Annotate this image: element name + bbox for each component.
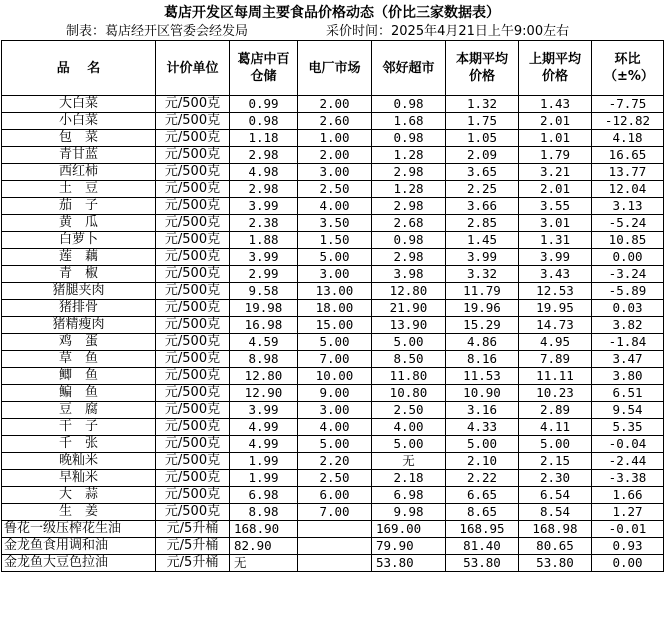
cell-name: 金龙鱼大豆色拉油 <box>2 555 156 572</box>
cell-avg-now: 2.10 <box>446 453 519 470</box>
cell-unit: 元/500克 <box>156 504 230 521</box>
cell-store3: 13.90 <box>372 317 446 334</box>
cell-unit: 元/500克 <box>156 385 230 402</box>
table-row <box>2 215 664 232</box>
cell-store1: 4.99 <box>230 436 298 453</box>
cell-store2: 1.50 <box>298 232 372 249</box>
cell-name: 猪精瘦肉 <box>2 317 156 334</box>
cell-store3: 5.00 <box>372 436 446 453</box>
cell-store1: 3.99 <box>230 249 298 266</box>
cell-store1: 168.90 <box>230 521 298 538</box>
cell-store3: 10.80 <box>372 385 446 402</box>
cell-store1: 2.38 <box>230 215 298 232</box>
cell-store3: 1.28 <box>372 147 446 164</box>
cell-store2: 2.00 <box>298 96 372 113</box>
cell-change: 3.13 <box>592 198 664 215</box>
cell-unit: 元/500克 <box>156 470 230 487</box>
cell-store1: 3.99 <box>230 402 298 419</box>
cell-avg-prev: 2.01 <box>519 113 592 130</box>
cell-store2: 6.00 <box>298 487 372 504</box>
cell-unit: 元/500克 <box>156 334 230 351</box>
cell-change: 0.03 <box>592 300 664 317</box>
cell-name: 早籼米 <box>2 470 156 487</box>
cell-store3: 9.98 <box>372 504 446 521</box>
cell-unit: 元/500克 <box>156 147 230 164</box>
header-store3: 邻好超市 <box>372 41 446 96</box>
cell-avg-prev: 3.99 <box>519 249 592 266</box>
cell-avg-prev: 3.01 <box>519 215 592 232</box>
cell-avg-now: 19.96 <box>446 300 519 317</box>
table-row <box>2 113 664 130</box>
cell-avg-prev: 7.89 <box>519 351 592 368</box>
cell-store2: 2.00 <box>298 147 372 164</box>
oil-row <box>2 555 664 572</box>
cell-store2 <box>298 538 372 555</box>
cell-avg-prev: 14.73 <box>519 317 592 334</box>
cell-name: 鳊 鱼 <box>2 385 156 402</box>
cell-store3: 2.50 <box>372 402 446 419</box>
cell-unit: 元/500克 <box>156 266 230 283</box>
cell-avg-prev: 1.43 <box>519 96 592 113</box>
cell-store1: 无 <box>230 555 298 572</box>
cell-change: 1.66 <box>592 487 664 504</box>
cell-avg-prev: 1.01 <box>519 130 592 147</box>
cell-change: 4.18 <box>592 130 664 147</box>
cell-store1: 1.88 <box>230 232 298 249</box>
cell-change: 0.93 <box>592 538 664 555</box>
cell-unit: 元/500克 <box>156 249 230 266</box>
cell-store2: 15.00 <box>298 317 372 334</box>
cell-name: 豆 腐 <box>2 402 156 419</box>
cell-store1: 2.98 <box>230 147 298 164</box>
cell-avg-prev: 5.00 <box>519 436 592 453</box>
sheet-title: 葛店开发区每周主要食品价格动态（价比三家数据表） <box>164 5 500 21</box>
cell-store3: 12.80 <box>372 283 446 300</box>
cell-store2: 5.00 <box>298 334 372 351</box>
table-row <box>2 368 664 385</box>
cell-store2: 13.00 <box>298 283 372 300</box>
table-row <box>2 334 664 351</box>
cell-store3: 1.28 <box>372 181 446 198</box>
cell-avg-now: 6.65 <box>446 487 519 504</box>
cell-store3: 53.80 <box>372 555 446 572</box>
cell-name: 青 椒 <box>2 266 156 283</box>
cell-avg-prev: 3.21 <box>519 164 592 181</box>
cell-store1: 1.99 <box>230 470 298 487</box>
cell-name: 西红柿 <box>2 164 156 181</box>
cell-change: 0.00 <box>592 249 664 266</box>
maker-text: 制表：葛店经开区管委会经发局 <box>66 24 249 39</box>
table-row <box>2 385 664 402</box>
cell-unit: 元/500克 <box>156 453 230 470</box>
cell-store1: 19.98 <box>230 300 298 317</box>
cell-avg-prev: 2.89 <box>519 402 592 419</box>
cell-avg-now: 4.86 <box>446 334 519 351</box>
cell-avg-prev: 1.31 <box>519 232 592 249</box>
oil-row <box>2 521 664 538</box>
header-unit: 计价单位 <box>156 41 230 96</box>
cell-avg-now: 10.90 <box>446 385 519 402</box>
header-row <box>2 41 664 96</box>
cell-store2: 18.00 <box>298 300 372 317</box>
cell-store2 <box>298 521 372 538</box>
cell-unit: 元/500克 <box>156 198 230 215</box>
table-row <box>2 130 664 147</box>
cell-avg-now: 2.85 <box>446 215 519 232</box>
cell-name: 生 姜 <box>2 504 156 521</box>
cell-store1: 8.98 <box>230 504 298 521</box>
cell-store3: 6.98 <box>372 487 446 504</box>
cell-name: 猪排骨 <box>2 300 156 317</box>
cell-avg-now: 1.05 <box>446 130 519 147</box>
cell-change: 6.51 <box>592 385 664 402</box>
cell-unit: 元/500克 <box>156 436 230 453</box>
table-row <box>2 283 664 300</box>
header-avg-prev: 上期平均价格 <box>519 41 592 96</box>
cell-change: 3.82 <box>592 317 664 334</box>
cell-name: 猪腿夹肉 <box>2 283 156 300</box>
cell-store2: 5.00 <box>298 436 372 453</box>
cell-store1: 3.99 <box>230 198 298 215</box>
cell-avg-now: 2.09 <box>446 147 519 164</box>
cell-name: 黄 瓜 <box>2 215 156 232</box>
table-row <box>2 402 664 419</box>
cell-avg-now: 1.75 <box>446 113 519 130</box>
cell-avg-now: 3.65 <box>446 164 519 181</box>
cell-store2: 2.60 <box>298 113 372 130</box>
cell-change: -2.44 <box>592 453 664 470</box>
cell-avg-prev: 168.98 <box>519 521 592 538</box>
header-name: 品 名 <box>2 41 156 96</box>
cell-change: 1.27 <box>592 504 664 521</box>
cell-avg-prev: 4.11 <box>519 419 592 436</box>
cell-avg-prev: 2.30 <box>519 470 592 487</box>
header-avg-now: 本期平均价格 <box>446 41 519 96</box>
cell-unit: 元/500克 <box>156 351 230 368</box>
cell-avg-now: 11.79 <box>446 283 519 300</box>
table-row <box>2 300 664 317</box>
cell-avg-prev: 2.01 <box>519 181 592 198</box>
table-row <box>2 317 664 334</box>
cell-avg-now: 8.65 <box>446 504 519 521</box>
cell-store1: 0.99 <box>230 96 298 113</box>
cell-unit: 元/500克 <box>156 215 230 232</box>
cell-unit: 元/500克 <box>156 283 230 300</box>
cell-avg-prev: 12.53 <box>519 283 592 300</box>
table-row <box>2 419 664 436</box>
cell-avg-now: 1.45 <box>446 232 519 249</box>
cell-name: 包 菜 <box>2 130 156 147</box>
cell-change: 0.00 <box>592 555 664 572</box>
cell-store1: 82.90 <box>230 538 298 555</box>
cell-store3: 4.00 <box>372 419 446 436</box>
cell-name: 鲁花一级压榨花生油 <box>2 521 156 538</box>
cell-unit: 元/500克 <box>156 402 230 419</box>
cell-store1: 12.80 <box>230 368 298 385</box>
cell-store2: 3.00 <box>298 164 372 181</box>
cell-store1: 9.58 <box>230 283 298 300</box>
table-row <box>2 147 664 164</box>
cell-name: 金龙鱼食用调和油 <box>2 538 156 555</box>
cell-name: 大白菜 <box>2 96 156 113</box>
cell-store3: 2.98 <box>372 249 446 266</box>
cell-avg-now: 1.32 <box>446 96 519 113</box>
cell-unit: 元/500克 <box>156 317 230 334</box>
table-row <box>2 351 664 368</box>
cell-avg-now: 2.25 <box>446 181 519 198</box>
cell-change: -3.24 <box>592 266 664 283</box>
cell-avg-now: 11.53 <box>446 368 519 385</box>
cell-avg-prev: 4.95 <box>519 334 592 351</box>
table-row <box>2 164 664 181</box>
cell-store2: 2.50 <box>298 470 372 487</box>
cell-change: -0.01 <box>592 521 664 538</box>
cell-avg-prev: 11.11 <box>519 368 592 385</box>
header-store1: 葛店中百仓储 <box>230 41 298 96</box>
cell-name: 鲫 鱼 <box>2 368 156 385</box>
cell-unit: 元/5升桶 <box>156 521 230 538</box>
cell-avg-now: 3.99 <box>446 249 519 266</box>
cell-avg-prev: 2.15 <box>519 453 592 470</box>
cell-store2: 2.20 <box>298 453 372 470</box>
cell-name: 晚籼米 <box>2 453 156 470</box>
cell-avg-now: 15.29 <box>446 317 519 334</box>
cell-avg-now: 4.33 <box>446 419 519 436</box>
cell-unit: 元/500克 <box>156 300 230 317</box>
cell-store3: 8.50 <box>372 351 446 368</box>
cell-name: 小白菜 <box>2 113 156 130</box>
cell-name: 茄 子 <box>2 198 156 215</box>
cell-store2 <box>298 555 372 572</box>
cell-unit: 元/500克 <box>156 164 230 181</box>
cell-unit: 元/500克 <box>156 113 230 130</box>
cell-change: 10.85 <box>592 232 664 249</box>
cell-store3: 无 <box>372 453 446 470</box>
cell-store2: 9.00 <box>298 385 372 402</box>
cell-name: 白萝卜 <box>2 232 156 249</box>
cell-avg-prev: 8.54 <box>519 504 592 521</box>
cell-name: 鸡 蛋 <box>2 334 156 351</box>
cell-unit: 元/500克 <box>156 181 230 198</box>
cell-store2: 1.00 <box>298 130 372 147</box>
table-row <box>2 232 664 249</box>
cell-name: 大 蒜 <box>2 487 156 504</box>
header-change: 环比（±%） <box>592 41 664 96</box>
cell-name: 莲 藕 <box>2 249 156 266</box>
cell-change: -5.24 <box>592 215 664 232</box>
cell-store3: 2.68 <box>372 215 446 232</box>
table-row <box>2 487 664 504</box>
cell-avg-prev: 6.54 <box>519 487 592 504</box>
cell-change: 3.47 <box>592 351 664 368</box>
table-row <box>2 96 664 113</box>
cell-change: -12.82 <box>592 113 664 130</box>
table-row <box>2 470 664 487</box>
cell-avg-prev: 1.79 <box>519 147 592 164</box>
cell-change: 13.77 <box>592 164 664 181</box>
cell-avg-prev: 10.23 <box>519 385 592 402</box>
cell-unit: 元/500克 <box>156 96 230 113</box>
oil-row <box>2 538 664 555</box>
cell-avg-now: 3.66 <box>446 198 519 215</box>
cell-store2: 3.00 <box>298 402 372 419</box>
cell-store3: 0.98 <box>372 96 446 113</box>
cell-store1: 4.98 <box>230 164 298 181</box>
cell-store2: 3.00 <box>298 266 372 283</box>
cell-change: 5.35 <box>592 419 664 436</box>
cell-store3: 5.00 <box>372 334 446 351</box>
cell-store2: 5.00 <box>298 249 372 266</box>
cell-store3: 11.80 <box>372 368 446 385</box>
cell-change: -7.75 <box>592 96 664 113</box>
cell-store3: 0.98 <box>372 232 446 249</box>
cell-avg-now: 53.80 <box>446 555 519 572</box>
table-row <box>2 181 664 198</box>
cell-store3: 169.00 <box>372 521 446 538</box>
cell-avg-now: 3.32 <box>446 266 519 283</box>
cell-unit: 元/5升桶 <box>156 555 230 572</box>
table-row <box>2 453 664 470</box>
cell-store1: 2.98 <box>230 181 298 198</box>
cell-store3: 2.18 <box>372 470 446 487</box>
cell-change: -1.84 <box>592 334 664 351</box>
table-row <box>2 504 664 521</box>
cell-unit: 元/500克 <box>156 487 230 504</box>
cell-change: 16.65 <box>592 147 664 164</box>
cell-change: -5.89 <box>592 283 664 300</box>
cell-name: 土 豆 <box>2 181 156 198</box>
cell-name: 草 鱼 <box>2 351 156 368</box>
cell-store3: 2.98 <box>372 198 446 215</box>
cell-avg-now: 3.16 <box>446 402 519 419</box>
cell-unit: 元/500克 <box>156 368 230 385</box>
cell-store2: 7.00 <box>298 504 372 521</box>
cell-store3: 21.90 <box>372 300 446 317</box>
cell-store1: 8.98 <box>230 351 298 368</box>
cell-unit: 元/500克 <box>156 419 230 436</box>
cell-store1: 0.98 <box>230 113 298 130</box>
cell-store2: 4.00 <box>298 419 372 436</box>
cell-change: -3.38 <box>592 470 664 487</box>
cell-store1: 4.99 <box>230 419 298 436</box>
cell-name: 青甘蓝 <box>2 147 156 164</box>
cell-unit: 元/5升桶 <box>156 538 230 555</box>
cell-change: -0.04 <box>592 436 664 453</box>
cell-unit: 元/500克 <box>156 130 230 147</box>
table-row <box>2 249 664 266</box>
cell-store3: 1.68 <box>372 113 446 130</box>
cell-avg-now: 168.95 <box>446 521 519 538</box>
cell-store3: 79.90 <box>372 538 446 555</box>
cell-store1: 1.18 <box>230 130 298 147</box>
table-row <box>2 198 664 215</box>
collect-time-text: 采价时间：2025年4月21日上午9:00左右 <box>326 24 570 39</box>
cell-avg-prev: 19.95 <box>519 300 592 317</box>
table-row <box>2 436 664 453</box>
cell-store1: 12.90 <box>230 385 298 402</box>
cell-store2: 10.00 <box>298 368 372 385</box>
cell-unit: 元/500克 <box>156 232 230 249</box>
cell-avg-now: 8.16 <box>446 351 519 368</box>
cell-name: 干 子 <box>2 419 156 436</box>
cell-store1: 2.99 <box>230 266 298 283</box>
cell-avg-now: 5.00 <box>446 436 519 453</box>
cell-store1: 6.98 <box>230 487 298 504</box>
price-table <box>1 40 664 572</box>
cell-change: 12.04 <box>592 181 664 198</box>
cell-avg-prev: 3.55 <box>519 198 592 215</box>
cell-store3: 2.98 <box>372 164 446 181</box>
cell-store2: 4.00 <box>298 198 372 215</box>
cell-change: 3.80 <box>592 368 664 385</box>
table-row <box>2 266 664 283</box>
cell-store2: 7.00 <box>298 351 372 368</box>
cell-store3: 0.98 <box>372 130 446 147</box>
sheet-meta <box>0 23 664 41</box>
cell-store3: 3.98 <box>372 266 446 283</box>
cell-store1: 16.98 <box>230 317 298 334</box>
cell-store1: 1.99 <box>230 453 298 470</box>
cell-avg-now: 2.22 <box>446 470 519 487</box>
cell-name: 千 张 <box>2 436 156 453</box>
cell-avg-prev: 80.65 <box>519 538 592 555</box>
cell-avg-prev: 53.80 <box>519 555 592 572</box>
cell-avg-now: 81.40 <box>446 538 519 555</box>
cell-avg-prev: 3.43 <box>519 266 592 283</box>
cell-store2: 3.50 <box>298 215 372 232</box>
header-store2: 电厂市场 <box>298 41 372 96</box>
cell-store1: 4.59 <box>230 334 298 351</box>
cell-change: 9.54 <box>592 402 664 419</box>
cell-store2: 2.50 <box>298 181 372 198</box>
